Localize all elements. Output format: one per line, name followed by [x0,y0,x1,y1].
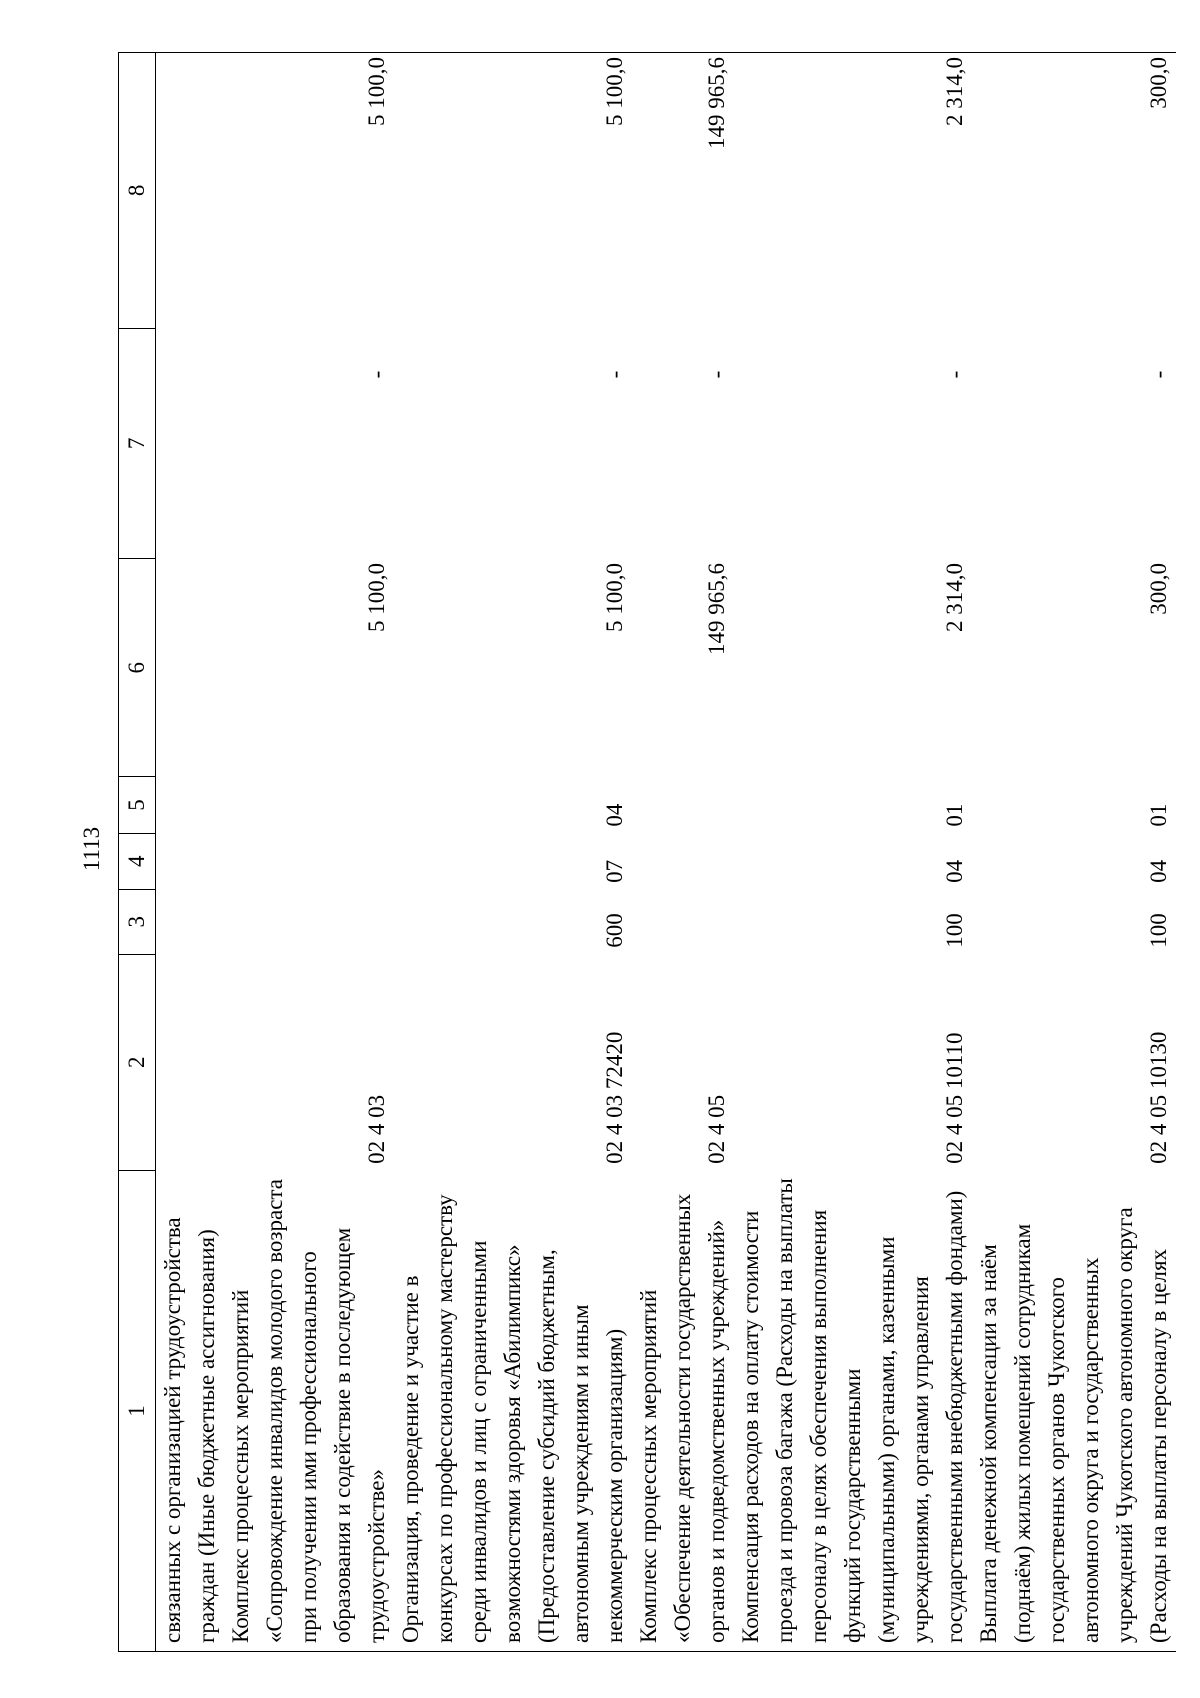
column-header: 4 [119,833,156,889]
row-section [632,833,734,889]
row-amount-7: - [1146,370,1171,379]
table-row [972,53,1176,1652]
row-amount-6: 149 965,6 [704,563,729,656]
row-amount-6: 5 100,0 [602,563,627,633]
page-number: 1113 [79,826,104,872]
column-header: 5 [119,777,156,833]
row-section: 04 [942,859,967,883]
row-name: Комплекс процессных мероприятий «Обеспечение деятельности государственных органов и подведомственных учреждений» [632,1170,734,1651]
row-amount-6: 300,0 [1146,563,1171,615]
row-subsection: 04 [602,803,627,827]
column-header: 2 [119,954,156,1170]
column-header: 6 [119,559,156,777]
row-code: 02 4 05 10130 [1146,1031,1171,1164]
row-code: 02 4 03 72420 [602,1031,627,1164]
column-header: 1 [119,1170,156,1651]
row-expense-type: 100 [942,913,967,948]
row-name: Компенсация расходов на оплату стоимости проезда и провоза багажа (Расходы на выплаты персоналу в целях обеспечения выполнения функций государственными (муниципальными) органами, казенными учреждениями, органами управления государственными внебюджетными фондами) [734,1170,972,1651]
row-subsection: 01 [1146,803,1171,827]
row-name: Выплата денежной компенсации за наём (поднаём) жилых помещений сотрудникам государственных органов Чукотского автономного округа и государственных учреждений Чукотского автономного округа (Расходы на выплаты персоналу в целях [972,1170,1176,1651]
row-amount-7: - [364,370,389,379]
row-expense-type [224,889,394,954]
row-subsection [224,777,394,833]
table-row [734,53,972,1652]
row-amount-7: - [704,370,729,379]
row-section [224,833,394,889]
row-amount-6: 5 100,0 [364,563,389,633]
row-section [156,833,225,889]
row-amount-6 [156,559,225,777]
row-code: 02 4 05 10110 [942,1032,967,1164]
row-code: 02 4 05 [704,1094,729,1164]
row-expense-type: 600 [602,913,627,948]
row-section: 04 [1146,859,1171,883]
column-header: 7 [119,328,156,558]
row-subsection [632,777,734,833]
table-header-row [119,53,156,1652]
row-amount-7: - [602,370,627,379]
row-amount-8: 2 314,0 [734,53,972,329]
row-subsection [156,777,225,833]
column-header: 8 [119,53,156,329]
row-amount-8 [156,53,225,329]
row-code: 02 4 03 [364,1094,389,1164]
row-amount-6: 2 314,0 [942,563,967,633]
row-name: связанных с организацией трудоустройства граждан (Иные бюджетные ассигнования) [156,1170,225,1651]
table-row [632,53,734,1652]
row-amount-8: 5 100,0 [224,53,394,329]
table-row [224,53,394,1652]
budget-table [118,52,1176,1652]
row-amount-8: 300,0 [972,53,1176,329]
row-expense-type [156,889,225,954]
table-row [394,53,632,1652]
row-expense-type [632,889,734,954]
row-section: 07 [602,859,627,883]
row-amount-8: 5 100,0 [394,53,632,329]
row-subsection: 01 [942,803,967,827]
row-amount-7 [156,328,225,558]
table-body [156,53,1177,1652]
column-header: 3 [119,889,156,954]
table-row [156,53,225,1652]
row-name: Комплекс процессных мероприятий «Сопровождение инвалидов молодого возраста при получении ими профессионального образования и содействие в последующем трудоустройстве» [224,1170,394,1651]
row-amount-7: - [942,370,967,379]
row-amount-8: 149 965,6 [632,53,734,329]
row-expense-type: 100 [1146,913,1171,948]
row-name: Организация, проведение и участие в конкурсах по профессиональному мастерству среди инвалидов и лиц с ограниченными возможностями здоровья «Абилимпикс» (Предоставление субсидий бюджетным, автономным учреждениям и иным некоммерческим организациям) [394,1170,632,1651]
row-code [156,954,225,1170]
